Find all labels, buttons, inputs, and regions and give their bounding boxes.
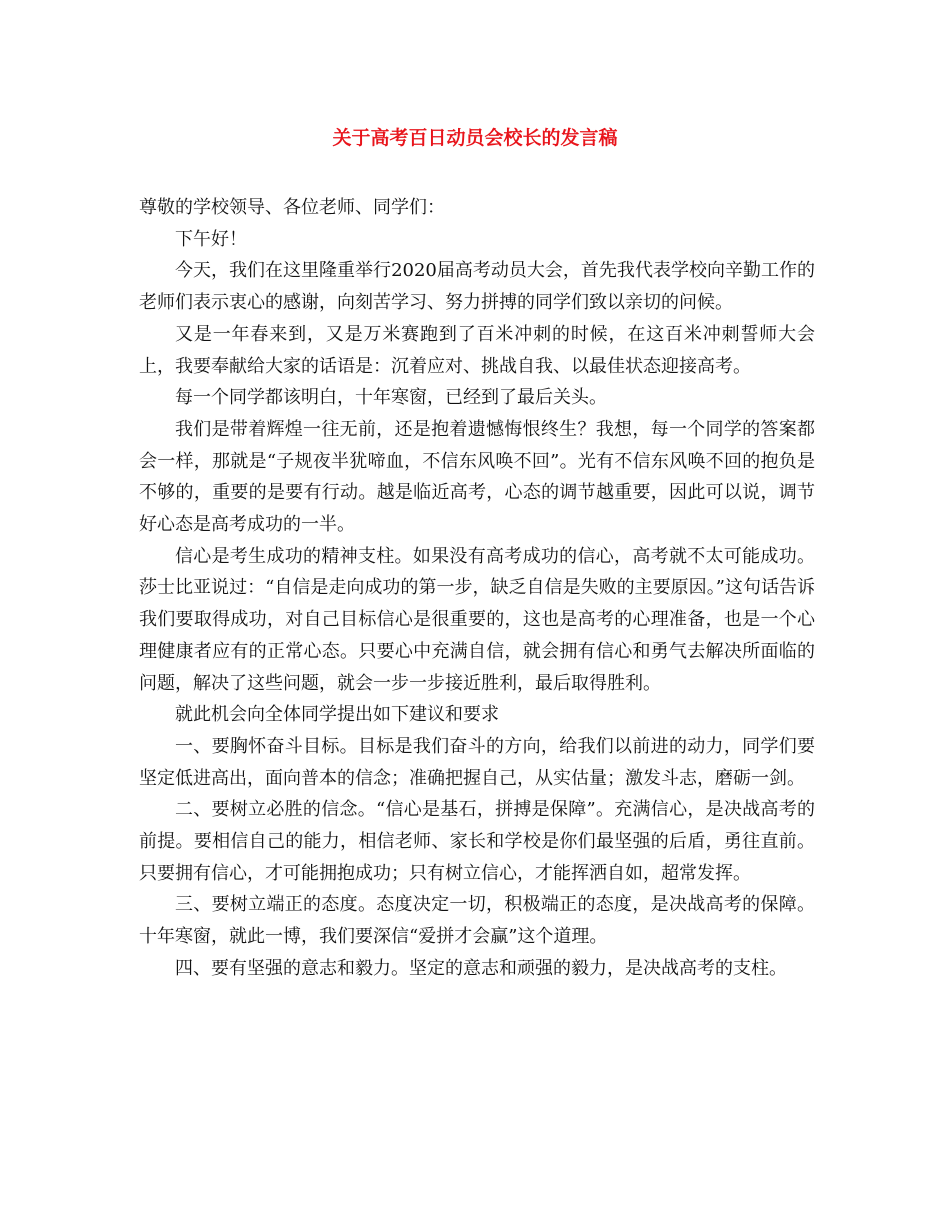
- paragraph: 我们是带着辉煌一往无前，还是抱着遗憾悔恨终生？我想，每一个同学的答案都会一样，那就是“子规夜半犹啼血，不信东风唤不回”。光有不信东风唤不回的抱负是不够的，重要的是要有行动。越是临近高考，心态的调节越重要，因此可以说，调节好心态是高考成功的一半。: [139, 418, 815, 536]
- document-title: 关于高考百日动员会校长的发言稿: [332, 127, 618, 149]
- suggestion-item: 一、要胸怀奋斗目标。目标是我们奋斗的方向，给我们以前进的动力，同学们要坚定低进高出，面向普本的信念；准确把握自己，从实估量；激发斗志，磨砺一剑。: [139, 735, 815, 789]
- document-body: [139, 192, 815, 985]
- suggestion-item: 四、要有坚强的意志和毅力。坚定的意志和顽强的毅力，是决战高考的支柱。: [175, 957, 787, 979]
- paragraph: 信心是考生成功的精神支柱。如果没有高考成功的信心，高考就不太可能成功。莎士比亚说过：“自信是走向成功的第一步，缺乏自信是失败的主要原因。”这句话告诉我们要取得成功，对自己目标信心是很重要的，这也是高考的心理准备，也是一个心理健康者应有的正常心态。只要心中充满自信，就会拥有信心和勇气去解决所面临的问题，解决了这些问题，就会一步一步接近胜利，最后取得胜利。: [139, 545, 815, 694]
- greeting: 下午好！: [175, 228, 247, 250]
- paragraph: 就此机会向全体同学提出如下建议和要求: [175, 704, 499, 726]
- paragraph: 今天，我们在这里隆重举行2020届高考动员大会，首先我代表学校向辛勤工作的老师们表示衷心的感谢，向刻苦学习、努力拼搏的同学们致以亲切的问候。: [139, 260, 815, 314]
- paragraph: 又是一年春来到，又是万米赛跑到了百米冲刺的时候，在这百米冲刺誓师大会上，我要奉献给大家的话语是：沉着应对、挑战自我、以最佳状态迎接高考。: [139, 323, 815, 377]
- suggestion-item: 三、要树立端正的态度。态度决定一切，积极端正的态度，是决战高考的保障。十年寒窗，就此一博，我们要深信“爱拼才会赢”这个道理。: [139, 894, 815, 948]
- paragraph: 每一个同学都该明白，十年寒窗，已经到了最后关头。: [175, 387, 607, 409]
- salutation: 尊敬的学校领导、各位老师、同学们：: [139, 197, 445, 218]
- suggestion-item: 二、要树立必胜的信念。“信心是基石，拼搏是保障”。充满信心，是决战高考的前提。要相信自己的能力，相信老师、家长和学校是你们最坚强的后盾，勇往直前。只要拥有信心，才可能拥抱成功；只有树立信心，才能挥洒自如，超常发挥。: [139, 799, 815, 884]
